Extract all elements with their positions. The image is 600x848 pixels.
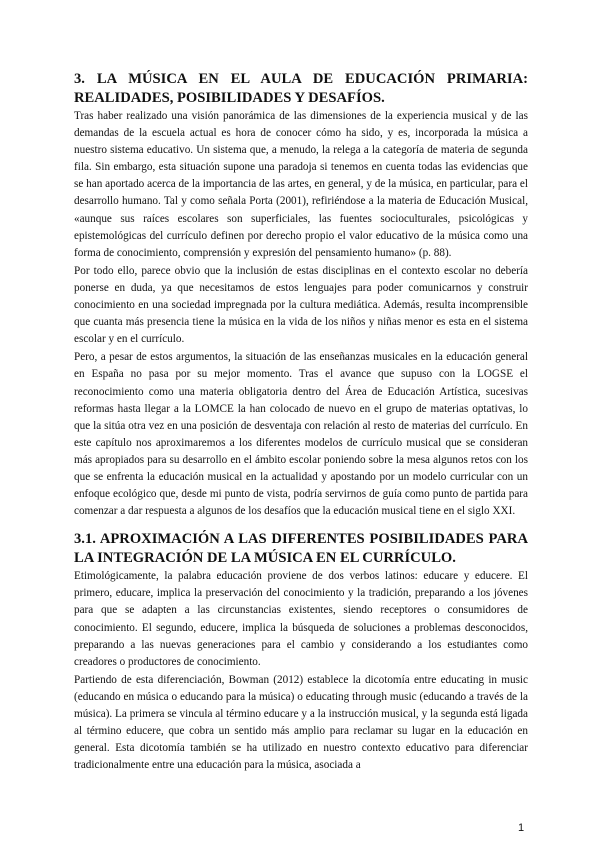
subsection-heading: 3.1. APROXIMACIÓN A LAS DIFERENTES POSIBILIDADES PARA LA INTEGRACIÓN DE LA MÚSICA EN EL CURRÍCULO. (74, 531, 528, 567)
paragraph: Por todo ello, parece obvio que la inclusión de estas disciplinas en el contexto escolar no debería ponerse en duda, ya que necesitamos de estos lenguajes para poder comunicarnos y construir conocimiento en una sociedad impregnada por la cultura mediática. Además, resulta incomprensible que cuanta más presencia tiene la música en la vida de los niños y niñas menor es esta en el sistema escolar y en el currículo. (74, 264, 528, 346)
section-heading: 3. LA MÚSICA EN EL AULA DE EDUCACIÓN PRIMARIA: REALIDADES, POSIBILIDADES Y DESAFÍOS. (74, 71, 528, 106)
paragraph: Partiendo de esta diferenciación, Bowman (2012) establece la dicotomía entre educating in music (educando en música o educando para la música) o educating through music (educando a través de la música). La primera se vincula al término educare y a la instrucción musical, y la segunda está ligada al término educere, que cobra un sentido más amplio para reclamar su lugar en la educación en general. Esta dicotomía también se ha utilizado en nuestro contexto educativo para diferenciar tradicionalmente entre una educación para la música, asociada a (74, 673, 528, 772)
document-page (74, 70, 528, 775)
paragraph: Pero, a pesar de estos argumentos, la situación de las enseñanzas musicales en la educación general en España no pasa por su mejor momento. Tras el avance que supuso con la LOGSE el reconocimiento como una materia obligatoria dentro del Área de Educación Artística, sucesivas reformas hasta llegar a la LOMCE la han colocado de nuevo en el grupo de materias optativas, lo que la sitúa otra vez en una posición de desventaja con relación al resto de materias del currículo. En este capítulo nos aproximaremos a los diferentes modelos de currículo musical que se consideran más apropiados para su desarrollo en el ámbito escolar poniendo sobre la mesa algunos retos con los que se enfrenta la educación musical en la actualidad y apostando por un modelo curricular con un enfoque ecológico que, desde mi punto de vista, podría servirnos de guía como punto de partida para comenzar a dar respuesta a algunos de los desafíos que la educación musical tiene en el siglo XXI. (74, 351, 528, 518)
paragraph: Tras haber realizado una visión panorámica de las dimensiones de la experiencia musical y de las demandas de la escuela actual es hora de conocer cómo ha sido, y es, incorporada la música a nuestro sistema educativo. Un sistema que, a menudo, la relega a la categoría de materia de segunda fila. Sin embargo, esta situación supone una paradoja si tenemos en cuenta todas las evidencias que se han aportado acerca de la importancia de las artes, en general, y de la música, en particular, para el desarrollo humano. Tal y como señala Porta (2001), refiriéndose a la materia de Educación Musical, «aunque sus raíces escolares son superficiales, las fuentes socioculturales, psicológicas y epistemológicas del currículo definen por derecho propio el valor educativo de la música como una forma de conocimiento, comprensión y expresión del pensamiento humano» (p. 88). (74, 110, 528, 259)
page-number: 1 (518, 822, 525, 834)
paragraph: Etimológicamente, la palabra educación proviene de dos verbos latinos: educare y educere. El primero, educare, implica la preservación del conocimiento y la tradición, preparando a los jóvenes para que se adapten a las circunstancias existentes, siendo receptores o consumidores de conocimiento. El segundo, educere, implica la búsqueda de soluciones a problemas desconocidos, preparando a las nuevas generaciones para el cambio y considerando a los estudiantes como creadores o productores de conocimiento. (74, 570, 528, 668)
